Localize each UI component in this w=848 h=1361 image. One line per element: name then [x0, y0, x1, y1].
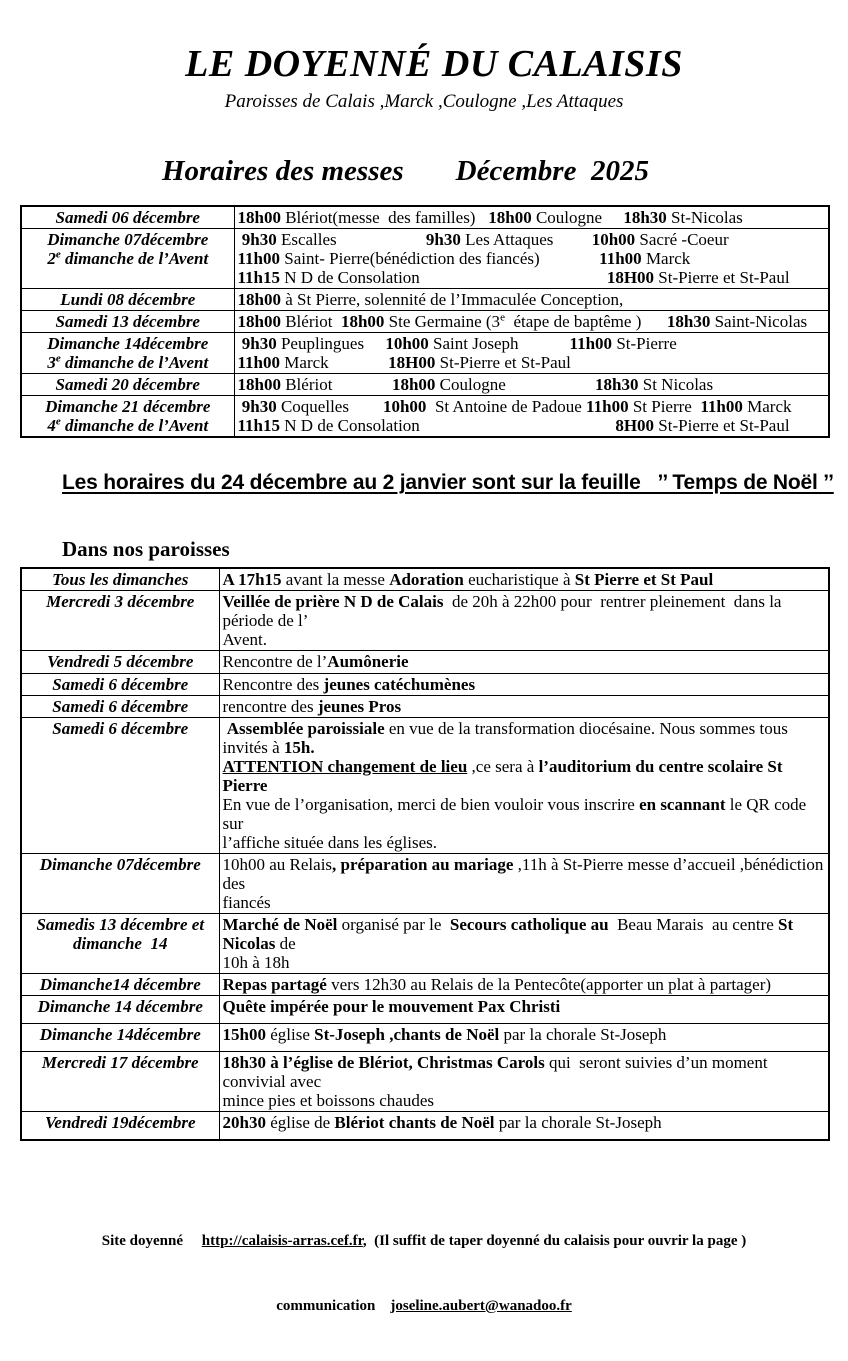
- text-segment: Aumônerie: [327, 652, 409, 672]
- text-segment: Dimanche 14 décembre: [37, 997, 203, 1016]
- text-segment: 18h30 à l’église de Blériot, Christmas Carols: [222, 1053, 545, 1073]
- text-line: [25, 1025, 216, 1044]
- date-cell: [21, 333, 234, 374]
- table-row: [21, 1052, 829, 1112]
- text-segment: 11h15: [237, 268, 281, 288]
- text-segment: 10h00: [591, 230, 636, 250]
- text-line: [223, 652, 826, 671]
- event-cell: [219, 973, 829, 995]
- text-segment: Dimanche 14décembre: [39, 1025, 201, 1045]
- text-segment: St-Pierre: [612, 334, 677, 354]
- text-segment: e: [500, 311, 505, 324]
- text-segment: St-Pierre et St-Paul: [654, 416, 790, 436]
- text-segment: 8H00: [615, 416, 655, 436]
- event-cell: [219, 651, 829, 673]
- text-segment: Rencontre des: [222, 674, 324, 694]
- text-segment: 9h30: [237, 397, 277, 417]
- text-segment: 18h00: [237, 290, 281, 310]
- text-segment: 4: [47, 416, 56, 436]
- text-segment: Rencontre de l’: [222, 652, 328, 672]
- text-segment: 18h30: [623, 208, 667, 227]
- date-cell: [21, 206, 234, 229]
- text-segment: St Pierre: [628, 397, 701, 417]
- text-segment: jeunes Pros: [317, 696, 402, 716]
- text-segment: église: [265, 1025, 315, 1045]
- text-segment: qui seront suivies d’un moment convivial avec: [222, 1053, 772, 1092]
- text-line: [25, 334, 231, 353]
- table-row: [21, 311, 829, 333]
- text-segment: en vue de la transformation diocésaine. Nous sommes tous invités à: [222, 718, 793, 757]
- text-segment: Saint-Nicolas: [710, 312, 808, 332]
- text-segment: jeunes catéchumènes: [323, 674, 476, 694]
- text-segment: Samedis 13 décembre et: [36, 914, 205, 934]
- text-segment: Blériot: [280, 312, 341, 332]
- text-segment: St-Nicolas: [666, 208, 743, 227]
- text-line: [223, 833, 826, 852]
- event-cell: [234, 229, 829, 289]
- schedule-heading: Horaires des messes: [162, 155, 404, 187]
- text-segment: Marck: [742, 397, 792, 417]
- event-cell: [234, 289, 829, 311]
- table-row: [21, 1024, 829, 1052]
- text-segment: Samedi 6 décembre: [52, 718, 189, 738]
- table-row: [21, 717, 829, 853]
- text-segment: Repas partagé: [222, 974, 327, 994]
- text-segment: Mercredi 3 décembre: [46, 592, 195, 612]
- text-segment: 10h à 18h: [222, 952, 290, 972]
- event-cell: [219, 913, 829, 973]
- text-segment: St Nicolas: [222, 914, 798, 953]
- text-line: [223, 975, 826, 994]
- text-segment: , (Il suffit de taper doyenné du calaisis pour ouvrir la page ): [362, 1232, 747, 1249]
- text-segment: A 17h15: [222, 570, 282, 590]
- footer-email-line: [20, 1296, 828, 1318]
- text-line: [238, 375, 826, 394]
- text-segment: avant la messe: [281, 570, 390, 590]
- table-row: [21, 913, 829, 973]
- text-line: [25, 397, 231, 416]
- text-segment: le QR code sur: [222, 794, 811, 833]
- text-line: [223, 719, 826, 757]
- parishes-section-heading: Dans nos paroisses: [62, 537, 230, 562]
- text-segment: Blériot: [280, 375, 392, 395]
- text-segment: Marché de Noël: [222, 914, 338, 934]
- text-segment: Samedi 06 décembre: [55, 208, 200, 227]
- text-line: [238, 312, 826, 331]
- event-cell: [219, 1112, 829, 1141]
- text-line: [25, 652, 216, 671]
- text-segment: mince pies et boissons chaudes: [222, 1091, 435, 1111]
- text-line: [223, 997, 826, 1016]
- date-cell: [21, 651, 219, 673]
- text-line: [223, 757, 826, 795]
- text-segment: 11h00: [237, 353, 281, 373]
- text-line: [238, 353, 826, 372]
- text-segment: étape de baptême ): [504, 312, 667, 332]
- date-cell: [21, 289, 234, 311]
- text-segment: l’affiche située dans les églises.: [222, 832, 437, 852]
- table-row: [21, 289, 829, 311]
- text-segment: Veillée de prière N D de Calais: [222, 592, 444, 612]
- text-segment: communication: [276, 1297, 391, 1314]
- text-segment: Dimanche 14décembre: [47, 334, 209, 354]
- table-row: [21, 206, 829, 229]
- text-segment: e: [55, 352, 61, 365]
- text-segment: Dimanche 07décembre: [39, 854, 201, 874]
- text-segment: en scannant: [639, 794, 726, 814]
- date-cell: [21, 973, 219, 995]
- text-segment: e: [55, 415, 61, 428]
- date-cell: [21, 311, 234, 333]
- text-segment: 11h00: [586, 397, 629, 417]
- parish-events-table-body: [21, 568, 829, 1140]
- text-segment: Mercredi 17 décembre: [41, 1053, 199, 1073]
- event-cell: [219, 853, 829, 913]
- text-line: [25, 855, 216, 874]
- text-line: [25, 915, 216, 934]
- text-line: [223, 697, 826, 716]
- text-segment: St Antoine de Padoue: [426, 397, 587, 417]
- text-segment: N D de Consolation: [280, 416, 616, 436]
- text-segment: Saint Joseph: [428, 334, 570, 354]
- text-segment: dimanche 14: [73, 933, 168, 953]
- text-segment: 9h30: [237, 230, 277, 250]
- text-segment: Samedi 6 décembre: [52, 674, 189, 694]
- text-segment: 18h00: [391, 375, 436, 395]
- text-segment: 11h00: [599, 249, 642, 269]
- footer: [20, 1187, 828, 1361]
- text-segment: 2: [47, 249, 56, 269]
- text-line: [25, 375, 231, 394]
- date-cell: [21, 1052, 219, 1112]
- table-row: [21, 673, 829, 695]
- text-line: [25, 975, 216, 994]
- text-segment: Samedi 13 décembre: [55, 312, 200, 332]
- text-line: [238, 208, 826, 227]
- text-line: [25, 570, 216, 589]
- event-cell: [234, 396, 829, 438]
- text-line: [238, 230, 826, 249]
- date-cell: [21, 374, 234, 396]
- text-segment: 10h00: [382, 397, 427, 417]
- date-cell: [21, 396, 234, 438]
- text-segment: Marck: [641, 249, 691, 269]
- text-segment: St Pierre et St Paul: [574, 570, 714, 590]
- text-line: [25, 353, 231, 372]
- text-segment: 18h30: [666, 312, 711, 332]
- text-segment: par la chorale St-Joseph: [494, 1113, 662, 1133]
- text-line: [223, 1113, 826, 1132]
- date-cell: [21, 568, 219, 591]
- text-segment: de 20h à 22h00 pour rentrer pleinement dans la période de l’: [222, 592, 786, 631]
- date-cell: [21, 1024, 219, 1052]
- text-line: [223, 592, 826, 630]
- text-segment: 18h30: [595, 375, 639, 395]
- text-segment: Peuplingues: [276, 334, 386, 354]
- event-cell: [234, 311, 829, 333]
- text-segment: 18h00: [237, 208, 281, 227]
- text-line: [238, 249, 826, 268]
- text-line: [25, 997, 216, 1016]
- text-segment: N D de Consolation: [280, 268, 607, 288]
- text-segment: de: [275, 933, 296, 953]
- text-line: [25, 1113, 216, 1132]
- text-segment: Coquelles: [276, 397, 383, 417]
- text-segment: ,11h à St-Pierre messe d’accueil ,bénédiction des: [222, 854, 828, 893]
- date-cell: [21, 591, 219, 651]
- text-segment: Tous les dimanches: [52, 570, 189, 590]
- text-segment: St-Pierre et St-Paul: [435, 353, 571, 373]
- text-segment: 11h00: [237, 249, 281, 269]
- date-cell: [21, 229, 234, 289]
- page-title: LE DOYENNÉ DU CALAISIS: [185, 43, 683, 85]
- text-segment: Dimanche14 décembre: [39, 974, 201, 994]
- text-segment: 9h30: [237, 334, 277, 354]
- text-segment: Assemblée paroissiale: [222, 718, 385, 738]
- text-segment: 11h00: [700, 397, 743, 417]
- page-subtitle: Paroisses de Calais ,Marck ,Coulogne ,Les Attaques: [224, 91, 624, 112]
- text-line: [223, 855, 826, 893]
- site-url-link[interactable]: http://calaisis-arras.cef.fr: [201, 1232, 363, 1249]
- text-line: [223, 795, 826, 833]
- email-link[interactable]: joseline.aubert@wanadoo.fr: [390, 1297, 572, 1314]
- text-line: [25, 697, 216, 716]
- text-segment: Blériot chants de Noël: [334, 1113, 495, 1133]
- text-line: [223, 915, 826, 953]
- text-segment: 10h00: [385, 334, 429, 354]
- text-segment: 18H00: [606, 268, 655, 288]
- text-segment: vers 12h30 au Relais de la Pentecôte(apporter un plat à partager): [326, 974, 772, 994]
- document-page: [0, 42, 848, 1361]
- event-cell: [219, 996, 829, 1024]
- table-row: [21, 591, 829, 651]
- text-segment: fiancés: [222, 892, 271, 912]
- text-segment: l’auditorium du centre scolaire St Pierre: [222, 756, 787, 795]
- text-segment: église de: [265, 1113, 335, 1133]
- text-segment: ATTENTION changement de lieu: [222, 756, 468, 776]
- event-cell: [219, 673, 829, 695]
- text-segment: 18H00: [388, 353, 436, 373]
- text-segment: Coulogne: [531, 208, 624, 227]
- text-segment: Vendredi 19décembre: [44, 1113, 196, 1133]
- text-segment: 3: [47, 353, 56, 373]
- schedule-month: Décembre 2025: [455, 155, 649, 187]
- text-segment: Marck: [280, 353, 389, 373]
- text-segment: rencontre des: [222, 696, 318, 716]
- table-row: [21, 996, 829, 1024]
- text-segment: Lundi 08 décembre: [60, 290, 196, 310]
- text-line: [238, 290, 826, 309]
- text-segment: dimanche de l’Avent: [60, 416, 209, 436]
- event-cell: [234, 206, 829, 229]
- text-segment: Les Attaques: [460, 230, 592, 250]
- text-segment: Site doyenné: [101, 1232, 202, 1249]
- text-segment: Beau Marais au centre: [608, 914, 779, 934]
- text-segment: Secours catholique au: [445, 914, 609, 934]
- date-cell: [21, 996, 219, 1024]
- text-segment: e: [55, 248, 61, 261]
- text-line: [223, 1025, 826, 1044]
- text-line: [238, 268, 826, 287]
- text-segment: 18h00: [488, 208, 532, 227]
- text-segment: Sacré -Coeur: [635, 230, 729, 250]
- text-line: [223, 893, 826, 912]
- date-cell: [21, 673, 219, 695]
- text-segment: Samedi 20 décembre: [55, 375, 200, 395]
- text-segment: dimanche de l’Avent: [60, 353, 209, 373]
- text-segment: organisé par le: [337, 914, 446, 934]
- table-row: [21, 695, 829, 717]
- text-segment: Saint- Pierre(bénédiction des fiancés): [280, 249, 600, 269]
- text-segment: Dimanche 21 décembre: [45, 397, 211, 417]
- text-line: [25, 290, 231, 309]
- event-cell: [219, 717, 829, 853]
- event-cell: [219, 568, 829, 591]
- event-cell: [219, 1052, 829, 1112]
- text-line: [25, 592, 216, 611]
- date-cell: [21, 717, 219, 853]
- date-cell: [21, 1112, 219, 1141]
- text-segment: Blériot(messe des familles): [280, 208, 489, 227]
- text-segment: Samedi 6 décembre: [52, 696, 189, 716]
- text-segment: 15h00: [222, 1025, 266, 1045]
- table-row: [21, 568, 829, 591]
- footer-site-line: [20, 1231, 828, 1253]
- table-row: [21, 973, 829, 995]
- text-line: [238, 397, 826, 416]
- date-cell: [21, 913, 219, 973]
- table-row: [21, 229, 829, 289]
- text-segment: Quête impérée pour le mouvement Pax Christi: [222, 997, 561, 1016]
- text-segment: ,chants de Noël: [389, 1025, 500, 1045]
- text-segment: Avent.: [222, 630, 268, 650]
- text-segment: 15h.: [283, 737, 315, 757]
- text-segment: Adoration: [389, 570, 464, 590]
- table-row: [21, 333, 829, 374]
- text-segment: eucharistique à: [463, 570, 575, 590]
- table-row: [21, 651, 829, 673]
- text-segment: ,ce sera à: [467, 756, 539, 776]
- table-row: [21, 853, 829, 913]
- text-segment: St-Pierre et St-Paul: [654, 268, 790, 288]
- text-segment: 18h00: [340, 312, 385, 332]
- text-segment: 18h00: [237, 375, 281, 395]
- date-cell: [21, 853, 219, 913]
- text-segment: Dimanche 07décembre: [47, 230, 209, 250]
- text-segment: 20h30: [222, 1113, 266, 1133]
- text-segment: , préparation au mariage: [332, 854, 518, 874]
- text-segment: 18h00: [237, 312, 281, 332]
- text-segment: 10h00 au Relais: [222, 854, 333, 874]
- text-segment: Vendredi 5 décembre: [47, 652, 194, 672]
- text-line: [25, 312, 231, 331]
- event-cell: [234, 333, 829, 374]
- text-segment: par la chorale St-Joseph: [499, 1025, 667, 1045]
- date-cell: [21, 695, 219, 717]
- text-line: [25, 249, 231, 268]
- text-line: [25, 1053, 216, 1072]
- text-segment: St-Joseph: [314, 1025, 385, 1045]
- text-line: [238, 334, 826, 353]
- event-cell: [219, 591, 829, 651]
- text-line: [25, 675, 216, 694]
- text-line: [223, 570, 826, 589]
- text-line: [25, 416, 231, 435]
- text-line: [223, 1053, 826, 1091]
- text-line: [25, 208, 231, 227]
- table-row: [21, 396, 829, 438]
- text-line: [25, 230, 231, 249]
- text-line: [223, 630, 826, 649]
- text-segment: En vue de l’organisation, merci de bien vouloir vous inscrire: [222, 794, 640, 814]
- text-segment: à St Pierre, solennité de l’Immaculée Conception,: [280, 290, 624, 310]
- text-segment: Ste Germaine (3: [384, 312, 501, 332]
- text-line: [223, 675, 826, 694]
- text-segment: Coulogne: [435, 375, 596, 395]
- text-line: [25, 934, 216, 953]
- parish-events-table: [20, 567, 830, 1141]
- event-cell: [219, 695, 829, 717]
- mass-schedule-table: [20, 205, 830, 438]
- text-line: [25, 719, 216, 738]
- text-segment: 9h30: [425, 230, 461, 250]
- text-line: [223, 1091, 826, 1110]
- schedule-heading-row: [162, 155, 828, 188]
- text-line: [238, 416, 826, 435]
- mass-schedule-table-body: [21, 206, 829, 437]
- text-segment: 11h15: [237, 416, 281, 436]
- text-segment: St Nicolas: [638, 375, 714, 395]
- text-line: [223, 953, 826, 972]
- table-row: [21, 374, 829, 396]
- table-row: [21, 1112, 829, 1141]
- event-cell: [234, 374, 829, 396]
- christmas-notice-banner: Les horaires du 24 décembre au 2 janvier sont sur la feuille ’’ Temps de Noël ’’: [62, 471, 834, 495]
- text-segment: dimanche de l’Avent: [60, 249, 209, 269]
- text-segment: Escalles: [276, 230, 426, 250]
- text-segment: 11h00: [569, 334, 613, 354]
- event-cell: [219, 1024, 829, 1052]
